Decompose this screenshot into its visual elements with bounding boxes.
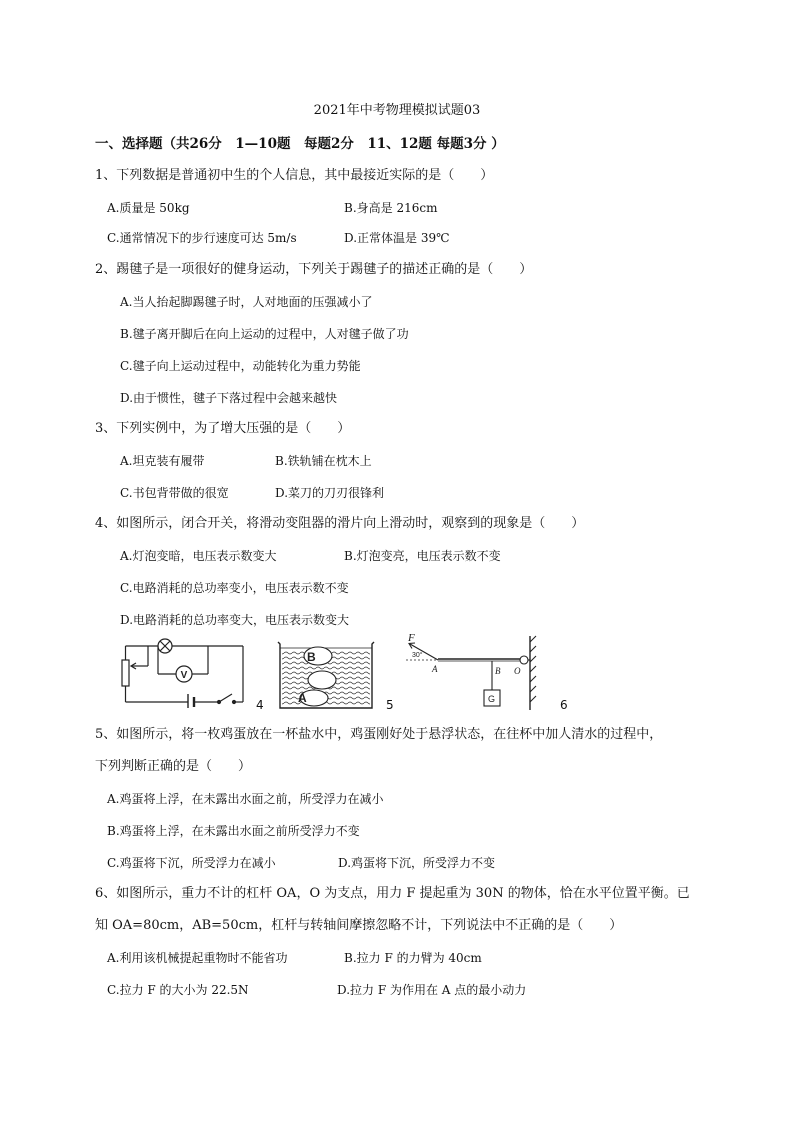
figure-4-circuit (118, 636, 253, 708)
question-2-option-c: C.毽子向上运动过程中，动能转化为重力势能 (120, 359, 361, 373)
egg-a-label: A (298, 691, 307, 705)
question-4-option-a: A.灯泡变暗，电压表示数变大 (120, 549, 277, 563)
question-4-option-d: D.电路消耗的总功率变大，电压表示数变大 (120, 613, 350, 627)
figure-5-beaker (276, 640, 376, 710)
question-2-option-d: D.由于惯性，毽子下落过程中会越来越快 (120, 391, 338, 405)
page-title: 2021年中考物理模拟试题03 (313, 103, 481, 118)
question-6-option-d: D.拉力 F 为作用在 A 点的最小动力 (337, 983, 527, 997)
question-6-option-c: C.拉力 F 的大小为 22.5N (107, 983, 249, 997)
force-label: F (408, 632, 415, 644)
section-heading: 一、选择题（共26分 1—10题 每题2分 11、12题 每题3分 ） (95, 136, 505, 152)
figure-6-lever (398, 632, 538, 712)
question-1-option-a: A.质量是 50kg (107, 201, 190, 215)
question-6-option-a: A.利用该机械提起重物时不能省功 (107, 951, 288, 965)
question-3-option-c: C.书包背带做的很宽 (120, 486, 229, 500)
question-3-stem: 3、下列实例中，为了增大压强的是（ ） (95, 421, 351, 436)
question-4-option-c: C.电路消耗的总功率变小，电压表示数不变 (120, 581, 349, 595)
weight-label: G (488, 694, 496, 704)
question-2-option-b: B.毽子离开脚后在向上运动的过程中，人对毽子做了功 (120, 327, 409, 341)
question-6-option-b: B.拉力 F 的力臂为 40cm (344, 951, 482, 965)
question-4-stem: 4、如图所示，闭合开关，将滑动变阻器的滑片向上滑动时，观察到的现象是（ ） (95, 516, 585, 531)
angle-label: 30° (412, 652, 423, 659)
question-5-option-a: A.鸡蛋将上浮，在未露出水面之前，所受浮力在减小 (107, 792, 384, 806)
point-o-label: O (514, 666, 521, 676)
point-a-label: A (432, 664, 438, 674)
question-6-stem-line1: 6、如图所示，重力不计的杠杆 OA，O 为支点，用力 F 提起重为 30N 的物体，恰在水平位置平衡。已 (95, 886, 690, 901)
question-5-stem-line1: 5、如图所示，将一枚鸡蛋放在一杯盐水中，鸡蛋刚好处于悬浮状态，在往杯中加人清水的过程中， (95, 727, 663, 742)
voltmeter-label: V (180, 670, 188, 681)
question-4-option-b: B.灯泡变亮，电压表示数不变 (344, 549, 501, 563)
question-1-stem: 1、下列数据是普通初中生的个人信息，其中最接近实际的是（ ） (95, 168, 494, 183)
question-1-option-d: D.正常体温是 39℃ (344, 231, 450, 245)
figure-4-number: 4 (256, 698, 264, 712)
question-1-option-b: B.身高是 216cm (344, 201, 438, 215)
question-5-stem-line2: 下列判断正确的是（ ） (95, 759, 252, 774)
question-3-option-a: A.坦克装有履带 (120, 454, 205, 468)
figure-5-number: 5 (386, 698, 394, 712)
question-5-option-d: D.鸡蛋将下沉，所受浮力不变 (338, 856, 496, 870)
figure-6-number: 6 (560, 698, 568, 712)
point-b-label: B (495, 666, 501, 676)
question-1-option-c: C.通常情况下的步行速度可达 5m/s (107, 231, 297, 245)
question-3-option-d: D.菜刀的刀刃很锋利 (275, 486, 385, 500)
question-3-option-b: B.铁轨铺在枕木上 (275, 454, 372, 468)
question-6-stem-line2: 知 OA=80cm，AB=50cm，杠杆与转轴间摩擦忽略不计，下列说法中不正确的是（ ） (95, 918, 623, 933)
question-5-option-c: C.鸡蛋将下沉，所受浮力在减小 (107, 856, 276, 870)
question-2-option-a: A.当人抬起脚踢毽子时，人对地面的压强减小了 (120, 295, 373, 309)
question-2-stem: 2、踢毽子是一项很好的健身运动，下列关于踢毽子的描述正确的是（ ） (95, 262, 533, 277)
egg-b-label: B (307, 650, 316, 664)
question-5-option-b: B.鸡蛋将上浮，在未露出水面之前所受浮力不变 (107, 824, 360, 838)
